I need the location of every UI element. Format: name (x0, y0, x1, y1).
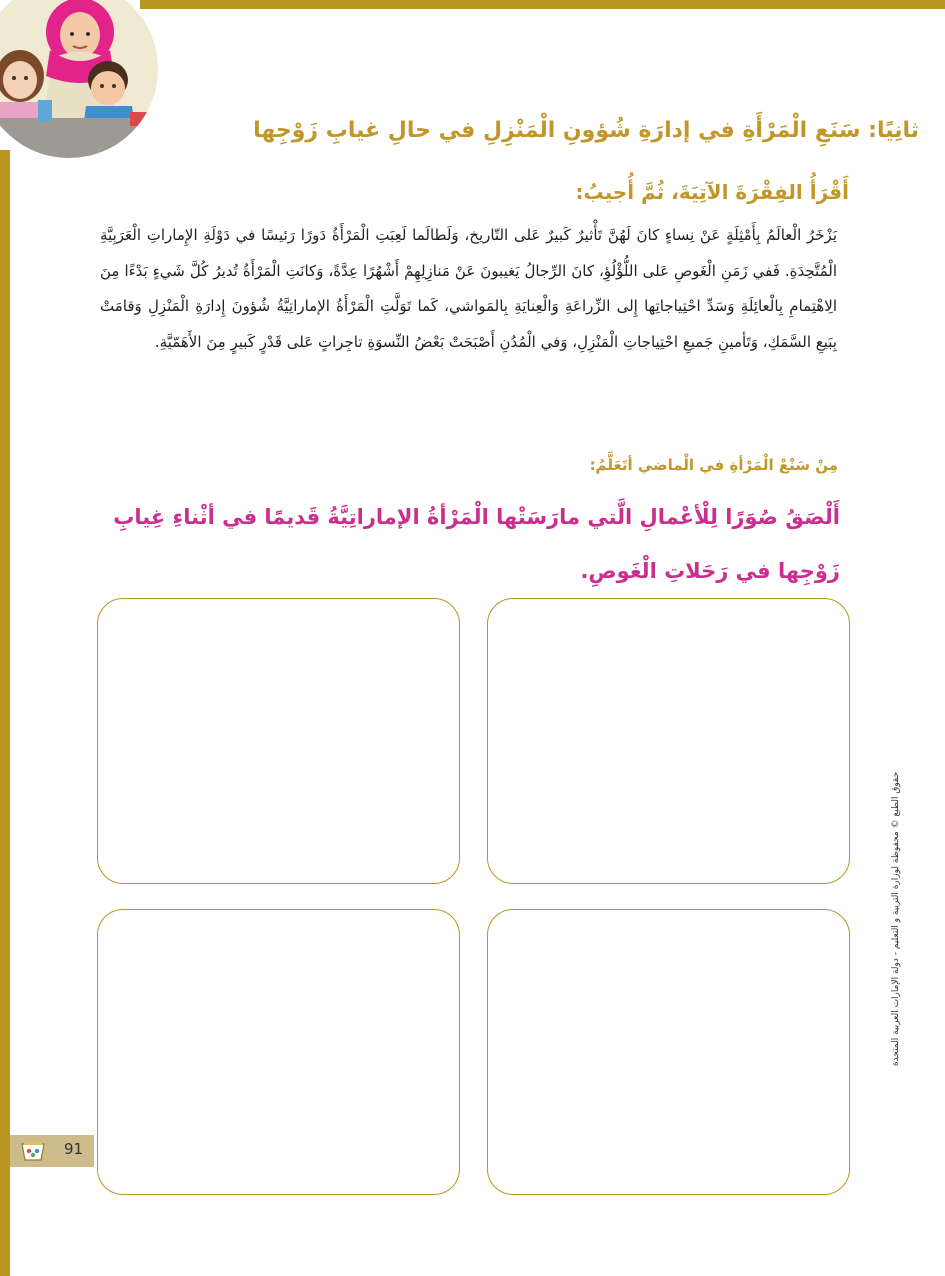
learning-heading: مِنْ سَنْعْ الْمَرْأةِ في الْماضي أتَعَلَّمُ: (589, 456, 838, 474)
school-badge-icon (20, 1140, 46, 1162)
left-border (0, 150, 10, 1276)
picture-box-bottom-left[interactable] (97, 909, 460, 1195)
copyright-note (889, 766, 903, 1072)
picture-box-bottom-right[interactable] (487, 909, 850, 1195)
top-border (140, 0, 945, 9)
reading-instruction: أَقْرَأُ الفِقْرَةَ الآتِيَةَ، ثُمَّ أُجيبُ: (575, 180, 849, 204)
picture-box-top-right[interactable] (487, 598, 850, 884)
picture-box-top-left[interactable] (97, 598, 460, 884)
activity-task: أَلْصَقُ صُوَرًا لِلْأعْمالِ الَّتي مارَسَتْها الْمَرْأةُ الإماراتِيَّةُ قَديمًا في أثْناءِ غِيابِ زَوْجِها في رَحَلاتِ الْغَوصِ. (113, 505, 840, 583)
page-number: 91 (64, 1140, 84, 1158)
reading-paragraph: يَزْخَرُ الْعالَمُ بِأَمْثِلَةٍ عَنْ نِساءٍ كانَ لَهُنَّ تَأْثيرٌ كَبيرٌ عَلى التّاريخ، وَلَطالَما لَعِبَتِ الْمَرْأَةُ دَورًا رَئيسًا في دَوْلَةِ الإِماراتِ الْعَرَبِيَّةِ الْمُتَّحِدَةِ. فَفي زَمَنِ الْغَوصِ عَلى اللُّؤْلُؤِ، كانَ الرِّجالُ يَغيبونَ عَنْ مَنازِلِهِمْ أَشْهُرًا عِدَّةً، وَكانَتِ الْمَرْأَةُ تُديرُ كُلَّ شَيءٍ بَدْءًا مِنَ الِاهْتِمامِ بِالْعائِلَةِ وَسَدِّ احْتِياجاتِها إِلى الزِّراعَةِ وَالْعِنايَةِ بِالمَواشي، كَما تَوَلَّتِ الْمَرْأَةُ الإماراتِيَّةُ شُؤونَ إِدارَةِ الْمَنْزِلِ وَقامَتْ بِبَيعِ السَّمَكِ، وَتَأمينِ جَميعِ احْتِياجاتِ الْمَنْزِلِ، وَفي الْمُدُنِ أَصْبَحَتْ بَعْضُ النِّسوَةِ تاجِراتٍ عَلى قَدْرٍ كَبيرٍ مِنَ الأَهَمّيَّةِ. (100, 226, 837, 351)
copyright-text: حقوق الطبع © محفوظة لوزارة التربية و التعليم - دولة الإمارات العربية المتحدة (891, 771, 901, 1067)
section-title: ثانِيًا: سَنَعِ الْمَرْأَةِ في إدارَةِ شُؤونِ الْمَنْزِلِ في حالِ غيابِ زَوْجِها (253, 118, 919, 143)
students-illustration (0, 0, 158, 158)
